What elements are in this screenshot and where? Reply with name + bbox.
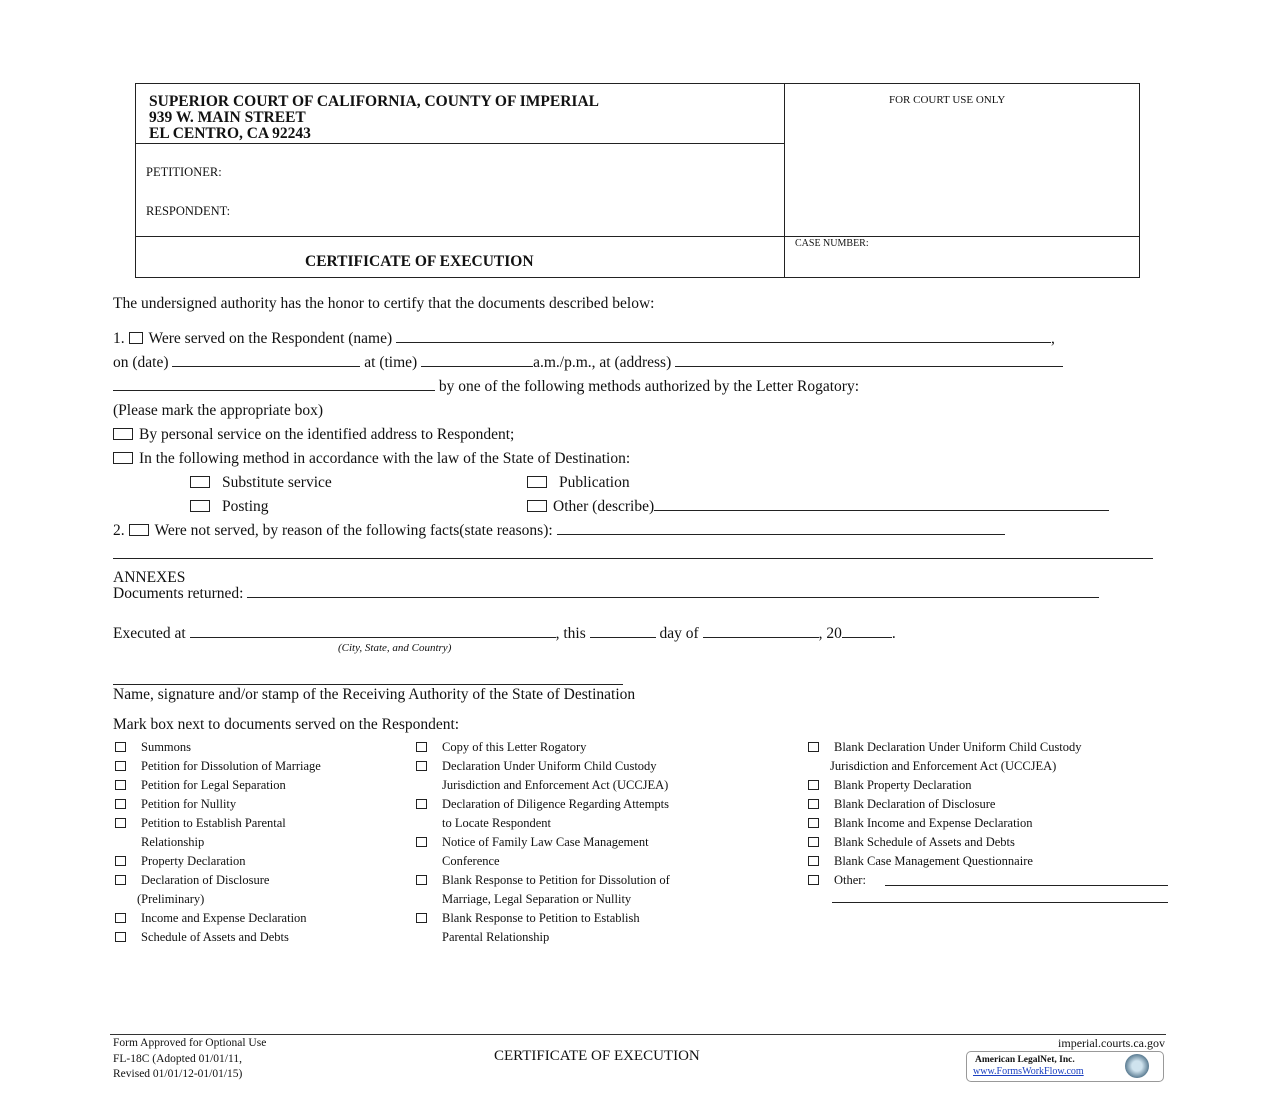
state-method-checkbox[interactable] xyxy=(113,452,133,464)
month-field[interactable] xyxy=(703,625,819,638)
reasons-field-cont[interactable] xyxy=(113,546,1153,559)
posting-option: Posting xyxy=(190,498,269,516)
signature-label: Name, signature and/or stamp of the Receiving Authority of the State of Destination xyxy=(113,686,636,703)
intro-text: The undersigned authority has the honor to certify that the documents described below: xyxy=(113,295,655,312)
signature-line[interactable] xyxy=(113,684,623,685)
checklist-checkbox[interactable] xyxy=(808,856,819,866)
form-title: CERTIFICATE OF EXECUTION xyxy=(305,253,534,270)
checklist-checkbox[interactable] xyxy=(115,913,126,923)
globe-logo-icon xyxy=(1125,1054,1149,1078)
publication-checkbox[interactable] xyxy=(527,476,547,488)
checklist-checkbox[interactable] xyxy=(416,913,427,923)
item1-row: 1. Were served on the Respondent (name) , xyxy=(113,330,1055,347)
mark-box-label: Mark box next to documents served on the Respondent: xyxy=(113,716,460,733)
checklist-checkbox[interactable] xyxy=(115,761,126,771)
court-name: SUPERIOR COURT OF CALIFORNIA, COUNTY OF IMPERIAL 939 W. MAIN STREET EL CENTRO, CA 92243 xyxy=(149,93,599,142)
court-use-label: FOR COURT USE ONLY xyxy=(889,94,1006,106)
personal-service-checkbox[interactable] xyxy=(113,428,133,440)
footer-rule xyxy=(110,1034,1166,1035)
checklist-label: Blank Declaration of Disclosure xyxy=(834,797,996,811)
respondent-label: RESPONDENT: xyxy=(146,204,231,218)
caption-box xyxy=(135,83,1140,278)
checklist-label: Blank Income and Expense Declaration xyxy=(834,816,1033,830)
checklist-checkbox[interactable] xyxy=(808,837,819,847)
docs-returned-row: Documents returned: xyxy=(113,585,1099,603)
other-field-line2[interactable] xyxy=(832,902,1168,903)
other-option: Other (describe) xyxy=(527,498,1109,516)
address-field[interactable] xyxy=(675,354,1063,367)
checklist-label: Petition for Legal Separation xyxy=(141,778,286,792)
checklist-label: Blank Response to Petition to Establish xyxy=(442,911,640,925)
court-website[interactable]: imperial.courts.ca.gov xyxy=(1058,1036,1165,1050)
checklist-checkbox[interactable] xyxy=(416,799,427,809)
vendor-link[interactable]: www.FormsWorkFlow.com xyxy=(973,1066,1084,1077)
posting-checkbox[interactable] xyxy=(190,500,210,512)
checklist-checkbox[interactable] xyxy=(416,875,427,885)
personal-service-option: By personal service on the identified address to Respondent; xyxy=(113,426,514,444)
checklist-checkbox[interactable] xyxy=(115,780,126,790)
date-field[interactable] xyxy=(172,354,360,367)
checklist-label: Petition for Nullity xyxy=(141,797,237,811)
please-mark: (Please mark the appropriate box) xyxy=(113,402,324,419)
item1-checkbox[interactable] xyxy=(129,332,143,344)
substitute-option: Substitute service xyxy=(190,474,332,492)
checklist-label: Blank Schedule of Assets and Debts xyxy=(834,835,1015,849)
checklist-label: Blank Case Management Questionnaire xyxy=(834,854,1033,868)
checklist-label: Declaration of Disclosure xyxy=(141,873,270,887)
vendor-badge xyxy=(966,1051,1164,1082)
checklist-checkbox[interactable] xyxy=(808,875,819,885)
checklist-checkbox[interactable] xyxy=(416,761,427,771)
checklist-checkbox[interactable] xyxy=(115,932,126,942)
other-checkbox[interactable] xyxy=(527,500,547,512)
annexes-heading: ANNEXES xyxy=(113,569,186,586)
state-method-option: In the following method in accordance with the law of the State of Destination: xyxy=(113,450,630,468)
date-time-row: on (date) at (time) a.m./p.m., at (address) xyxy=(113,354,1063,372)
checklist-label: Declaration of Diligence Regarding Attempts xyxy=(442,797,670,811)
checklist-label: Notice of Family Law Case Management xyxy=(442,835,649,849)
checklist-label: Summons xyxy=(141,740,192,754)
item2-row: 2. Were not served, by reason of the following facts(state reasons): xyxy=(113,522,1005,540)
checklist-label: Jurisdiction and Enforcement Act (UCCJEA) xyxy=(830,759,1057,773)
case-number-label: CASE NUMBER: xyxy=(795,238,869,249)
day-field[interactable] xyxy=(590,625,656,638)
checklist-label: Income and Expense Declaration xyxy=(141,911,307,925)
checklist-label: to Locate Respondent xyxy=(442,816,551,830)
checklist-checkbox[interactable] xyxy=(115,818,126,828)
checklist-checkbox[interactable] xyxy=(416,742,427,752)
checklist-label: Declaration Under Uniform Child Custody xyxy=(442,759,657,773)
other-describe-field[interactable] xyxy=(654,498,1109,511)
checklist-label: Blank Response to Petition for Dissolution of xyxy=(442,873,670,887)
item2-checkbox[interactable] xyxy=(129,524,149,536)
address-field-cont[interactable] xyxy=(113,378,435,391)
checklist-checkbox[interactable] xyxy=(115,742,126,752)
city-caption: (City, State, and Country) xyxy=(338,642,452,654)
checklist-label: Property Declaration xyxy=(141,854,246,868)
checklist-checkbox[interactable] xyxy=(115,799,126,809)
method-row: by one of the following methods authorized by the Letter Rogatory: xyxy=(113,378,859,396)
checklist-checkbox[interactable] xyxy=(808,818,819,828)
time-field[interactable] xyxy=(421,354,533,367)
checklist-label: Schedule of Assets and Debts xyxy=(141,930,289,944)
substitute-checkbox[interactable] xyxy=(190,476,210,488)
checklist-label: Blank Property Declaration xyxy=(834,778,972,792)
footer-title: CERTIFICATE OF EXECUTION xyxy=(494,1048,700,1064)
checklist-label: Conference xyxy=(442,854,500,868)
checklist-label: Parental Relationship xyxy=(442,930,550,944)
executed-place-field[interactable] xyxy=(190,625,556,638)
checklist-checkbox[interactable] xyxy=(115,875,126,885)
checklist-label: Jurisdiction and Enforcement Act (UCCJEA) xyxy=(442,778,669,792)
checklist-label: (Preliminary) xyxy=(137,892,205,906)
checklist-label: Relationship xyxy=(141,835,205,849)
other-field[interactable] xyxy=(885,873,1168,886)
checklist-label: Petition to Establish Parental xyxy=(141,816,286,830)
vendor-name: American LegalNet, Inc. xyxy=(975,1055,1075,1065)
publication-option: Publication xyxy=(527,474,630,492)
checklist-checkbox[interactable] xyxy=(808,780,819,790)
reasons-field[interactable] xyxy=(557,522,1005,535)
checklist-checkbox[interactable] xyxy=(115,856,126,866)
checklist-label: Blank Declaration Under Uniform Child Custody xyxy=(834,740,1082,754)
reasons-row xyxy=(113,546,1153,564)
checklist-checkbox[interactable] xyxy=(416,837,427,847)
checklist-label: Petition for Dissolution of Marriage xyxy=(141,759,321,773)
checklist-checkbox[interactable] xyxy=(808,742,819,752)
executed-row: Executed at , this day of , 20 . xyxy=(113,625,896,642)
checklist-checkbox[interactable] xyxy=(808,799,819,809)
checklist-label: Marriage, Legal Separation or Nullity xyxy=(442,892,632,906)
respondent-name-field[interactable] xyxy=(396,330,1051,343)
docs-returned-field[interactable] xyxy=(247,585,1099,598)
form-info: Form Approved for Optional Use FL-18C (Adopted 01/01/11, Revised 01/01/12-01/01/15) xyxy=(113,1037,267,1080)
petitioner-label: PETITIONER: xyxy=(146,165,222,179)
checklist-label: Copy of this Letter Rogatory xyxy=(442,740,587,754)
year-field[interactable] xyxy=(842,625,892,638)
checklist-label: Other: xyxy=(834,873,866,887)
